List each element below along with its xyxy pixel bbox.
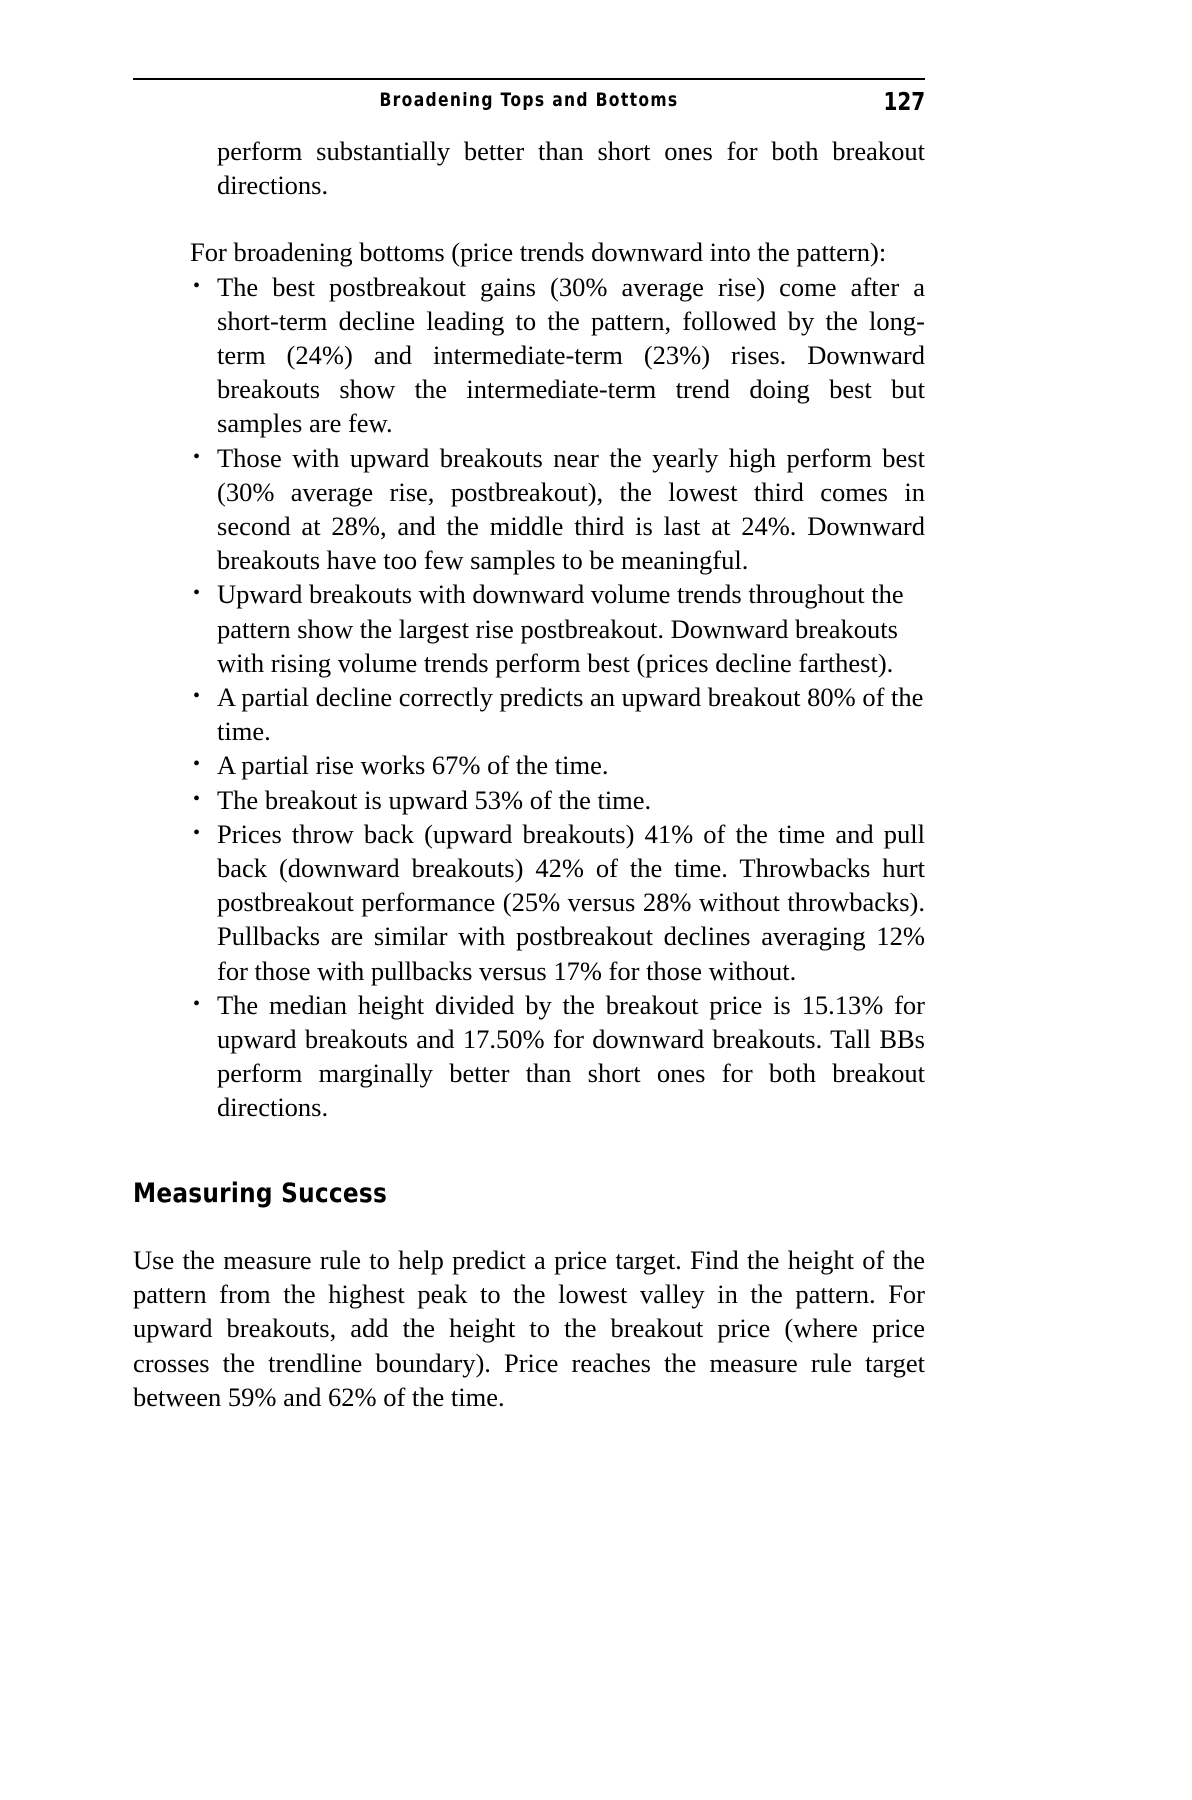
list-item bbox=[193, 577, 925, 680]
header-row bbox=[133, 89, 925, 123]
list-item-text: A partial rise works 67% of the time. bbox=[217, 750, 609, 781]
list-item-text: The breakout is upward 53% of the time. bbox=[217, 784, 652, 815]
section-paragraph: Use the measure rule to help predict a price target. Find the height of the pattern from the highest peak to the lowest valley in the pattern. For upward breakouts, add the height to the breakout price (where price crosses the trendline boundary). Price reaches the measure rule target between 59% and 62% of the time. bbox=[133, 1244, 925, 1412]
bullet-icon: • bbox=[193, 821, 201, 844]
running-header bbox=[133, 78, 925, 123]
page-number: 127 bbox=[883, 87, 925, 116]
bullet-icon: • bbox=[193, 753, 201, 776]
list-item bbox=[193, 783, 925, 817]
section-heading-wrap bbox=[133, 1177, 925, 1211]
bullet-icon: • bbox=[193, 685, 201, 708]
bullet-icon: • bbox=[193, 274, 201, 297]
bullet-icon: • bbox=[193, 992, 201, 1015]
list-item bbox=[193, 680, 925, 748]
lead-in-paragraph: For broadening bottoms (price trends downward into the pattern): bbox=[190, 237, 887, 268]
list-item-text: The best postbreakout gains (30% average rise) come after a short-term decline leading to the pattern, followed by the long-term (24%) and intermediate-term (23%) rises. Downward breakouts show the intermediate-term trend doing best but samples are few. bbox=[217, 271, 925, 439]
list-item bbox=[193, 270, 925, 441]
header-rule-line bbox=[133, 78, 925, 80]
page-content bbox=[133, 134, 925, 1414]
bullet-icon: • bbox=[193, 582, 201, 605]
bullet-icon: • bbox=[193, 445, 201, 468]
list-item bbox=[193, 988, 925, 1125]
list-item bbox=[193, 441, 925, 578]
list-item-text: Those with upward breakouts near the yearly high perform best (30% average rise, postbreakout), the lowest third comes in second at 28%, and the middle third is last at 24%. Downward breakouts have too few samples to be meaningful. bbox=[217, 442, 925, 576]
list-item-text: A partial decline correctly predicts an upward breakout 80% of the time. bbox=[217, 682, 924, 747]
list-item bbox=[193, 748, 925, 782]
bullet-list bbox=[133, 270, 925, 1125]
list-item-text: Upward breakouts with downward volume trends throughout the pattern show the largest rise postbreakout. Downward breakouts with rising volume trends perform best (prices decline farthest). bbox=[217, 579, 904, 678]
continued-paragraph: perform substantially better than short ones for both breakout directions. bbox=[217, 136, 925, 201]
page-title: Broadening Tops and Bottoms bbox=[379, 89, 679, 111]
list-item bbox=[193, 817, 925, 988]
bullet-icon: • bbox=[193, 787, 201, 810]
section-heading: Measuring Success bbox=[133, 1177, 388, 1209]
list-item-text: Prices throw back (upward breakouts) 41% of the time and pull back (downward breakouts) 42% of the time. Throwbacks hurt postbreakout performance (25% versus 28% without throwbacks). Pullbacks are similar with postbreakout declines averaging 12% for those with pullbacks versus 17% for those without. bbox=[217, 818, 925, 986]
list-item-text: The median height divided by the breakout price is 15.13% for upward breakouts and 17.50% for downward breakouts. Tall BBs perform marginally better than short ones for both breakout directions. bbox=[217, 989, 925, 1123]
